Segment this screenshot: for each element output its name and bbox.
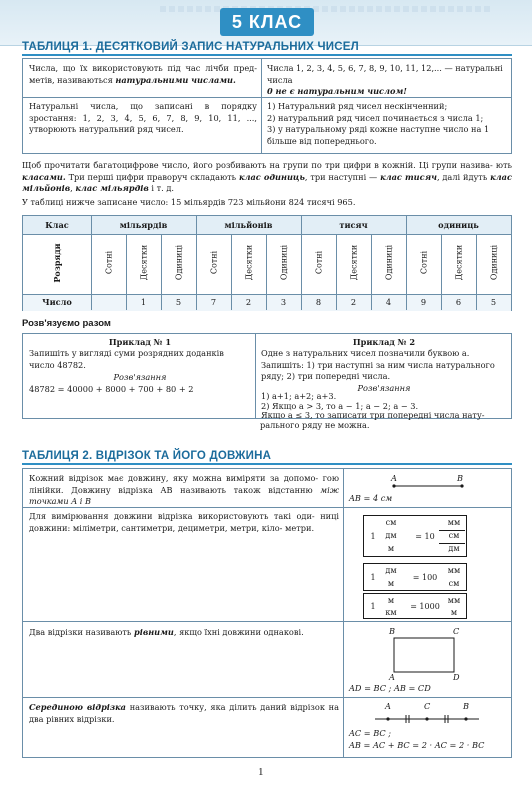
segment-length-text: Кожний відрізок має довжину, яку можна виміряти за допомо- гою лінійки. Довжину відрізка AB називають також відстанню між точками A і B: [29, 473, 339, 506]
examples-table: [22, 333, 512, 419]
digit-cell: 8: [315, 297, 322, 307]
point-b-label: B: [463, 701, 470, 711]
digit-cell: 1: [140, 297, 147, 307]
digit-cell: 5: [175, 297, 182, 307]
classes-paragraph: Щоб прочитати багатоцифрове число, його розбивають на групи по три цифри в кожній. Ці групи назива- ють класами. Три перші цифри праворуч складають клас одиниць, три наступні — клас тисяч, далі йдуть клас мільйонів, клас мільярдів і т. д.: [22, 160, 512, 193]
point-a-label: A: [385, 701, 391, 711]
digit-cell: 2: [350, 297, 357, 307]
number-label: Число: [42, 297, 72, 307]
table1-title-rule: [22, 54, 512, 56]
table1-def-cell: Числа, що їх використовують під час лічби пред- метів, називаються натуральними числами.: [29, 63, 257, 85]
segment-ab-length: AB = 4 см: [349, 493, 393, 503]
page-number: 1: [258, 766, 264, 778]
example1-solution-label: Розв'язання: [113, 372, 167, 382]
example2-answer-end: рального ряду не можна.: [260, 420, 370, 430]
class-thousands: тисяч: [339, 220, 368, 230]
class-billions: мільярдів: [119, 220, 168, 230]
rectangle-equalities: AD = BC ; AB = CD: [349, 683, 431, 693]
rank-hundreds: Сотні: [419, 250, 429, 275]
examples-heading: Розв'язуємо разом: [22, 318, 111, 329]
table1-series-cell: Натуральні числа, що записані в порядку зростання: 1, 2, 3, 4, 5, 6, 7, 8, 9, 10, 11, ..., утворюють натуральний ряд чисел.: [29, 101, 257, 134]
term-natural-numbers: натуральними числами.: [115, 74, 236, 85]
point-b-label: B: [457, 473, 464, 483]
unit-conversion-1000: 1 м км = 1000 мм м: [363, 593, 467, 619]
digit-cell: 7: [210, 297, 217, 307]
segment-ab-figure: [383, 481, 473, 491]
point-a-label: A: [389, 672, 395, 682]
point-a-label: A: [391, 473, 397, 483]
digit-cell: 4: [385, 297, 392, 307]
rank-hundreds: Сотні: [104, 250, 114, 275]
rank-tens: Десятки: [139, 244, 149, 281]
point-b-label: B: [389, 626, 396, 636]
rank-ones: Одиниці: [384, 244, 394, 281]
example1-title: Приклад № 1: [108, 337, 172, 347]
example2-solution-label: Розв'язання: [357, 383, 411, 393]
table1-properties-cell: 1) Натуральний ряд чисел нескінченний; 2) натуральний ряд чисел починається з числа 1; 3) у натуральному ряді кожне наступне число на 1 більше від попереднього.: [267, 101, 490, 146]
table1: [22, 58, 512, 154]
rank-ones: Одиниці: [279, 244, 289, 281]
midpoint-text: Серединою відрізка називають точку, яка ділить даний відрізок на два рівних відрізки.: [29, 702, 339, 724]
class-millions: мільйонів: [224, 220, 273, 230]
table2-title: ТАБЛИЦЯ 2. ВІДРІЗОК ТА ЙОГО ДОВЖИНА: [22, 450, 272, 462]
rank-label: Розряди: [52, 243, 62, 283]
class-label: Клас: [45, 220, 69, 230]
rank-hundreds: Сотні: [209, 250, 219, 275]
rank-tens: Десятки: [349, 244, 359, 281]
digit-cell: 2: [245, 297, 252, 307]
rank-tens: Десятки: [454, 244, 464, 281]
example2-title: Приклад № 2: [352, 337, 416, 347]
rectangle-figure: [383, 633, 473, 679]
digit-cell: 5: [490, 297, 497, 307]
unit-conversion-10: 1 см дм м = 10 мм см дм: [363, 515, 467, 557]
rank-ones: Одиниці: [174, 244, 184, 281]
midpoint-segment-figure: [373, 713, 483, 725]
table1-title: ТАБЛИЦЯ 1. ДЕСЯТКОВИЙ ЗАПИС НАТУРАЛЬНИХ ЧИСЕЛ: [22, 41, 359, 53]
digit-cell: 3: [280, 297, 287, 307]
digit-cell: 9: [420, 297, 427, 307]
rank-ones: Одиниці: [489, 244, 499, 281]
units-text: Для вимірювання довжини відрізка використовують такі оди- ниці довжини: міліметри, сантиметри, дециметри, метри, кіло- метри.: [29, 511, 339, 533]
number-sentence: У таблиці нижче записане число: 15 мільярдів 723 мільйони 824 тисячі 965.: [22, 197, 356, 207]
point-c-label: C: [424, 701, 431, 711]
example2-answer: 1) a+1; a+2; a+3. 2) Якщо a > 3, то a − 1; a − 2; a − 3. Якщо a ≤ 3, то записати три попередні числа нату-: [261, 391, 485, 420]
midpoint-sum: AB = AC + BC = 2 · AC = 2 · BC: [349, 740, 485, 750]
midpoint-equality: AC = BC ;: [349, 728, 392, 738]
equal-segments-text: Два відрізки називають рівними, якщо їхні довжини однакові.: [29, 627, 304, 637]
place-value-table: [22, 215, 512, 311]
table1-example-cell: Числа 1, 2, 3, 4, 5, 6, 7, 8, 9, 10, 11, 12,... — натуральні числа 0 не є натуральним числом!: [267, 63, 507, 98]
table2-title-rule: [22, 463, 512, 465]
example2-task: Одне з натуральних чисел позначили буквою a. Запишіть: 1) три наступні за ним числа натурального ряду; 2) три попередні числа.: [261, 348, 495, 381]
table2: [22, 468, 512, 758]
zero-note: 0 не є натуральним числом!: [267, 86, 407, 96]
unit-conversion-100: 1 дм м = 100 мм см: [363, 563, 467, 591]
rank-tens: Десятки: [244, 244, 254, 281]
rank-hundreds: Сотні: [314, 250, 324, 275]
grade-title: 5 КЛАС: [220, 8, 314, 36]
point-c-label: C: [453, 626, 460, 636]
class-units: одиниць: [438, 220, 479, 230]
digit-cell: 6: [455, 297, 462, 307]
example1-task: Запишіть у вигляді суми розрядних доданків число 48782.: [29, 348, 224, 370]
point-d-label: D: [453, 672, 460, 682]
example1-answer: 48782 = 40000 + 8000 + 700 + 80 + 2: [29, 384, 194, 394]
bleed-through-text: [160, 6, 492, 12]
